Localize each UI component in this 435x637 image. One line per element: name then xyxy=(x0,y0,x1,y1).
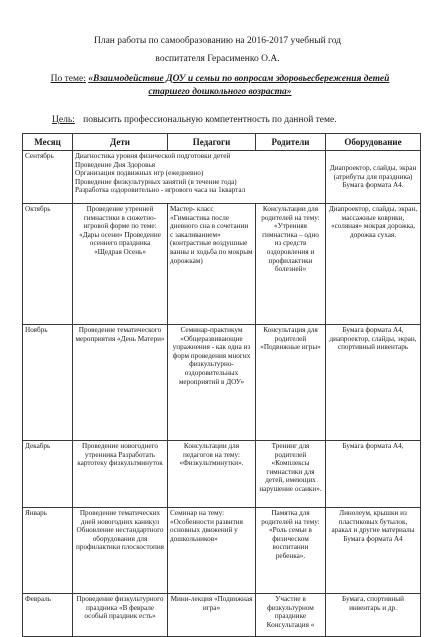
activity-line: Проведение Дня Здоровья xyxy=(75,160,156,169)
parents-cell: Тренинг для родителей «Комплексы гимнастики для детей, имеющих нарушение осанки». xyxy=(256,441,326,508)
equipment-cell: Бумага формата А4, диапроектор, слайды, экран, спортивный инвентарь xyxy=(326,325,421,441)
activity-line: Диагностика уровня физической подготовки детей xyxy=(75,152,231,160)
equipment-cell: Линолеум, крышки из пластиковых бутылок, аракал и другие материалы Бумага формата А4 xyxy=(326,508,421,594)
month-cell: Ноябрь xyxy=(23,325,73,441)
parents-cell: Участие в физкультурном празднике Консультация « xyxy=(256,594,326,637)
table-row xyxy=(23,204,421,325)
topic-text: «Взаимодействие ДОУ и семьи по вопросам здоровьесбережения детей старшего дошкольного возраста» xyxy=(88,74,390,97)
table-row xyxy=(23,151,421,204)
parents-cell: Консультации для родителей на тему: «Утренняя гимнастика – одно из средств оздоровления и профилактики болезней» xyxy=(256,204,326,325)
plan-title: План работы по самообразованию на 2016-2017 учебный год xyxy=(93,36,342,46)
equipment-cell: Диапроектор, слайды, экран (атрибуты для праздника) Бумага формата А4. xyxy=(326,151,421,204)
activity-line: Организация подвижных игр (ежедневно) xyxy=(75,169,204,178)
equipment-cell: Бумага, спортивный инвентарь и др. xyxy=(326,594,421,637)
month-cell: Октябрь xyxy=(23,204,73,325)
children-cell: Проведение физкультурного праздника «В феврале особый праздник есть» xyxy=(73,594,168,637)
teachers-cell: Семинар-практикум «Общеразвивающие упражнения - как одна из форм проведения многих физкультурно-оздоровительных мероприятий в ДОУ» xyxy=(168,325,256,441)
column-header-equipment: Оборудование xyxy=(326,134,421,151)
month-cell: Сентябрь xyxy=(23,151,73,204)
teachers-cell: Мастер- класс «Гимнастика после дневного сна в сочетании с закаливанием» (контрастные воздушные ванны и ходьба по мокрым дорожкам) xyxy=(168,204,256,325)
merged-activities-cell xyxy=(73,151,326,204)
table-row xyxy=(23,508,421,594)
topic-block xyxy=(40,73,400,99)
month-cell: Февраль xyxy=(23,594,73,637)
teachers-cell: Мини-лекция «Подвижная игра» xyxy=(168,594,256,637)
activity-line: Разработка оздоровительно - игрового часа на 1квартал xyxy=(75,186,246,195)
column-header-teachers: Педагоги xyxy=(168,134,256,151)
children-cell: Проведение тематических дней новогодних каникул Обновление нестандартного оборудования для профилактики плоскостопия xyxy=(73,508,168,594)
plan-table xyxy=(22,133,421,637)
month-cell: Январь xyxy=(23,508,73,594)
teachers-cell: Семинар на тему: «Особенности развития основных движений у дошкольников» xyxy=(168,508,256,594)
equipment-cell: Бумага формата А4, xyxy=(326,441,421,508)
goal-text: повысить профессиональную компетентность по данной теме. xyxy=(83,115,337,125)
teachers-cell: Консультации для педагогов на тему: «Физкультминутки». xyxy=(168,441,256,508)
column-header-parents: Родители xyxy=(256,134,326,151)
children-cell: Проведение тематического мероприятия «День Матери» xyxy=(73,325,168,441)
children-cell: Проведение утренней гимнастики в сюжетно-игровой форме по теме: «Дары осени» Проведение осеннего праздника «Щедрая Осень» xyxy=(73,204,168,325)
topic-label: По теме: xyxy=(50,74,86,84)
column-header-children: Дети xyxy=(73,134,168,151)
children-cell: Проведение новогоднего утренника Разработать картотеку физкультминуток xyxy=(73,441,168,508)
equipment-cell: Диапроектор, слайды, экран, массажные коврики, «соляная» мокрая дорожка, дорожка сухая. xyxy=(326,204,421,325)
teacher-name: воспитателя Герасименко О.А. xyxy=(155,54,280,64)
table-row xyxy=(23,325,421,441)
goal-block xyxy=(52,115,337,125)
parents-cell: Памятка для родителей на тему: «Роль семьи в физическом воспитании ребенка». xyxy=(256,508,326,594)
goal-label: Цель: xyxy=(52,115,75,125)
table-row xyxy=(23,441,421,508)
month-cell: Декабрь xyxy=(23,441,73,508)
parents-cell: Консультация для родителей «Подвижные игры» xyxy=(256,325,326,441)
activity-line: Проведение физкультурных занятий (в течение года) xyxy=(75,177,237,186)
column-header-month: Месяц xyxy=(23,134,73,151)
table-header-row xyxy=(23,134,421,151)
